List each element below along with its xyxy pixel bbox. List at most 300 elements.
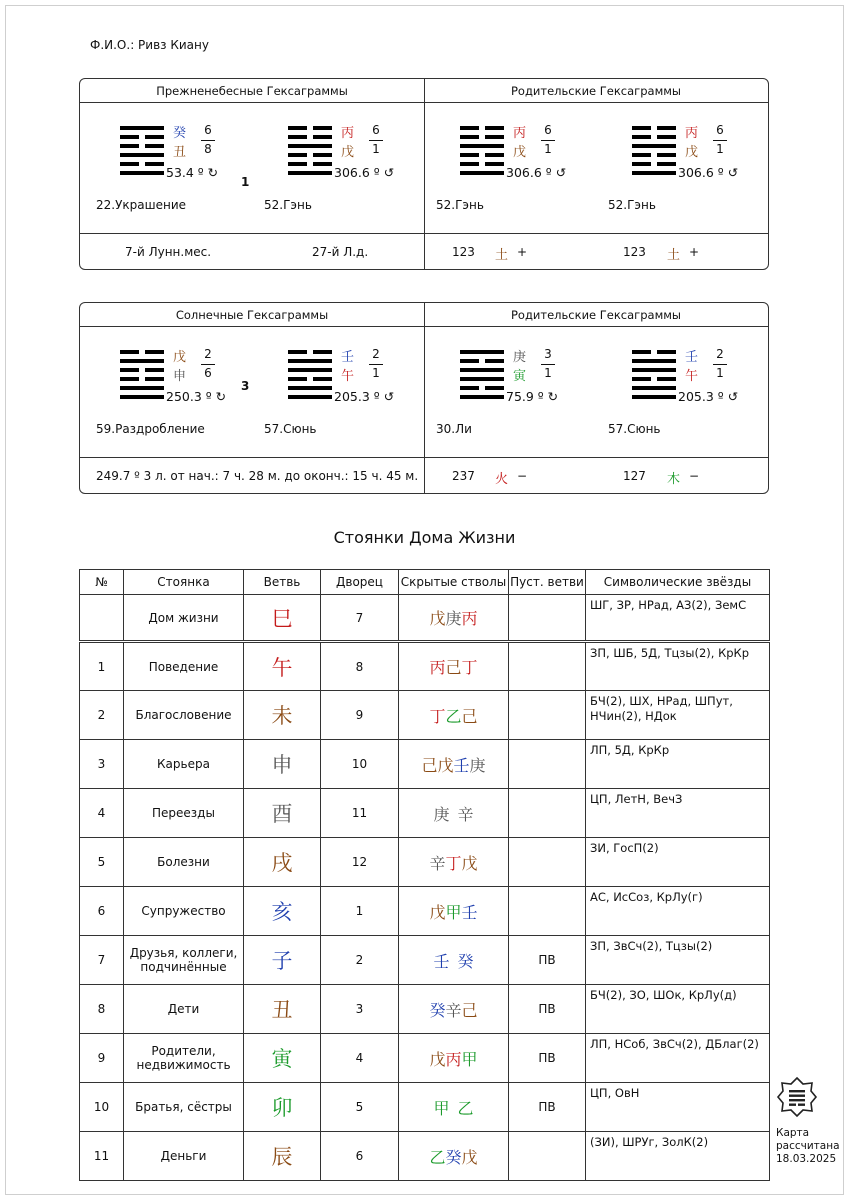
empty-branch-mark <box>509 595 586 642</box>
yin-line <box>145 162 164 166</box>
yin-line <box>120 144 139 148</box>
empty-branch-mark: ПВ <box>509 936 586 985</box>
row-number: 2 <box>80 691 124 740</box>
element-earth-glyph: 土 <box>667 248 681 263</box>
yang-line <box>632 359 676 363</box>
fraction-bar <box>713 364 727 365</box>
station-name: Благословение <box>124 691 244 740</box>
empty-branch-mark: ПВ <box>509 985 586 1034</box>
yin-line <box>145 135 164 139</box>
row-number: 9 <box>80 1034 124 1083</box>
yin-line <box>657 350 676 354</box>
hidden-stem-char: 戊 <box>429 609 446 628</box>
yang-line <box>288 386 332 390</box>
hexagram-icon <box>288 350 332 400</box>
branch-glyph <box>244 887 321 936</box>
hexagram-name: 52.Гэнь <box>608 198 656 212</box>
palace-number: 11 <box>321 789 399 838</box>
branch-char: 午 <box>271 655 293 680</box>
hidden-stem-char: 戊 <box>429 1049 446 1069</box>
hidden-stems <box>399 985 509 1034</box>
fraction-denominator: 1 <box>716 366 724 380</box>
fraction-denominator: 1 <box>544 366 552 380</box>
hidden-stem-char: 乙 <box>457 1098 474 1118</box>
yin-line <box>460 359 479 363</box>
hidden-stem-char: 甲 <box>433 1098 450 1118</box>
yin-line <box>460 162 479 166</box>
hidden-stem-char: 戊 <box>437 755 454 775</box>
yin-line <box>145 368 164 372</box>
symbolic-stars: БЧ(2), ШХ, НРад, ШПут, НЧин(2), НДок <box>586 691 770 740</box>
hidden-stem-char: 壬 <box>453 755 470 775</box>
hidden-stems <box>399 789 509 838</box>
palace-number: 2 <box>321 936 399 985</box>
hidden-stems <box>399 1083 509 1132</box>
yin-line <box>632 162 651 166</box>
yin-line <box>288 377 307 381</box>
hidden-stem-char: 丁 <box>429 706 446 726</box>
hexagram-stem-top: 庚 <box>513 350 527 365</box>
yin-line <box>288 162 307 166</box>
palace-number: 4 <box>321 1034 399 1083</box>
hidden-stem-char: 辛 <box>445 1000 462 1020</box>
yang-line <box>632 395 676 399</box>
branch-char: 卯 <box>271 1096 293 1120</box>
yin-line <box>485 162 504 166</box>
hexagram-angle: 250.3 º ↻ <box>166 389 227 404</box>
branch-glyph <box>244 595 321 642</box>
yang-line <box>460 395 504 399</box>
yin-line <box>288 135 307 139</box>
hidden-stems <box>399 1034 509 1083</box>
hexagram-stem-top: 壬 <box>685 350 699 365</box>
hidden-stems <box>399 642 509 691</box>
hidden-stem-char: 丙 <box>461 609 478 628</box>
hexagram-angle: 53.4 º ↻ <box>166 165 219 180</box>
yin-line <box>313 350 332 354</box>
symbolic-stars: ШГ, ЗР, НРад, АЗ(2), ЗемС <box>586 595 770 642</box>
hidden-stem-char: 壬 <box>461 902 478 922</box>
yin-line <box>460 126 479 130</box>
row-number <box>80 595 124 642</box>
fraction-bar <box>369 140 383 141</box>
polarity-sign: − <box>517 469 528 483</box>
yin-line <box>485 135 504 139</box>
branch-char: 子 <box>271 949 293 973</box>
cycle-number: 3 <box>241 379 250 393</box>
header-hidden-stems: Скрытые стволы <box>399 570 509 595</box>
row-number: 8 <box>80 985 124 1034</box>
life-house-table <box>79 569 770 1181</box>
yin-line <box>460 153 479 157</box>
station-name: Дети <box>124 985 244 1034</box>
yang-line <box>460 171 504 175</box>
station-name: Братья, сёстры <box>124 1083 244 1132</box>
yang-line <box>120 386 164 390</box>
hexagram-stem-bottom: 申 <box>173 369 187 384</box>
polarity-sign: − <box>689 469 700 483</box>
yang-line <box>460 377 504 381</box>
parent-number-1: 123 <box>452 245 475 259</box>
hexagram-stem-bottom: 戊 <box>685 145 699 160</box>
calc-line-2: рассчитана <box>776 1140 840 1152</box>
fraction-numerator: 6 <box>544 123 552 137</box>
palace-number: 3 <box>321 985 399 1034</box>
palace-number: 8 <box>321 642 399 691</box>
table-row <box>80 1132 770 1181</box>
symbolic-stars: (ЗИ), ШРУг, ЗолК(2) <box>586 1132 770 1181</box>
hexagram-icon <box>632 126 676 176</box>
yin-line <box>657 153 676 157</box>
lunar-day: 27-й Л.д. <box>312 245 369 259</box>
lunar-month: 7-й Лунн.мес. <box>125 245 212 259</box>
parent-number-1: 237 <box>452 469 475 483</box>
yang-line <box>288 395 332 399</box>
hexagram-angle: 306.6 º ↺ <box>678 165 739 180</box>
station-name: Супружество <box>124 887 244 936</box>
fraction-bar <box>201 364 215 365</box>
parent-number-2: 127 <box>623 469 646 483</box>
fraction-numerator: 2 <box>204 347 212 361</box>
yin-line <box>120 368 139 372</box>
branch-glyph <box>244 985 321 1034</box>
yang-line <box>460 350 504 354</box>
polarity-sign: + <box>517 245 528 259</box>
yin-line <box>145 377 164 381</box>
header-empty-branches: Пуст. ветви <box>509 570 586 595</box>
fraction-bar <box>541 364 555 365</box>
fraction-numerator: 2 <box>716 347 724 361</box>
fraction-numerator: 6 <box>372 123 380 137</box>
panel-title-right: Родительские Гексаграммы <box>511 84 681 98</box>
yin-line <box>632 126 651 130</box>
hidden-stem-char: 丙 <box>429 658 446 677</box>
hidden-stem-char: 庚 <box>433 804 450 824</box>
yin-line <box>657 377 676 381</box>
yang-line <box>632 386 676 390</box>
yin-line <box>313 377 332 381</box>
fraction-bar <box>369 364 383 365</box>
hexagram-icon <box>460 350 504 400</box>
branch-glyph <box>244 691 321 740</box>
hidden-stem-char: 丙 <box>445 1049 462 1069</box>
table-header-row <box>80 570 770 595</box>
hidden-stem-char: 癸 <box>457 951 474 971</box>
row-number: 5 <box>80 838 124 887</box>
hexagram-stem-bottom: 戊 <box>513 145 527 160</box>
row-number: 1 <box>80 642 124 691</box>
yin-line <box>485 126 504 130</box>
section-title: Стоянки Дома Жизни <box>333 528 516 547</box>
hidden-stem-char: 丁 <box>445 853 462 873</box>
branch-char: 未 <box>271 704 293 728</box>
hidden-stems <box>399 838 509 887</box>
hidden-stem-char: 癸 <box>429 1000 446 1020</box>
table-row <box>80 789 770 838</box>
yin-line <box>632 135 651 139</box>
fraction-denominator: 1 <box>372 142 380 156</box>
branch-char: 戌 <box>271 851 293 875</box>
fraction-denominator: 1 <box>372 366 380 380</box>
hidden-stems <box>399 936 509 985</box>
hidden-stem-char: 乙 <box>445 706 462 726</box>
station-name: Карьера <box>124 740 244 789</box>
hexagram-icon <box>288 126 332 176</box>
palace-number: 7 <box>321 595 399 642</box>
empty-branch-mark: ПВ <box>509 1083 586 1132</box>
symbolic-stars: ЛП, 5Д, КрКр <box>586 740 770 789</box>
row-number: 4 <box>80 789 124 838</box>
branch-glyph <box>244 789 321 838</box>
empty-branch-mark <box>509 691 586 740</box>
hexagram-stem-top: 丙 <box>685 126 699 141</box>
hexagram-icon <box>120 126 164 176</box>
parent-number-2: 123 <box>623 245 646 259</box>
hexagram-name: 59.Раздробление <box>96 422 205 436</box>
branch-glyph <box>244 740 321 789</box>
symbolic-stars: ЦП, ЛетН, ВечЗ <box>586 789 770 838</box>
hexagram-angle: 306.6 º ↺ <box>334 165 395 180</box>
station-name: Родители, недвижимость <box>124 1034 244 1083</box>
panel-title-right: Родительские Гексаграммы <box>511 308 681 322</box>
yang-line <box>120 395 164 399</box>
branch-glyph <box>244 642 321 691</box>
fraction-numerator: 6 <box>716 123 724 137</box>
solar-time-info: 249.7 º 3 л. от нач.: 7 ч. 28 м. до оконч.: 15 ч. 45 м. <box>96 469 419 483</box>
yang-line <box>288 171 332 175</box>
yang-line <box>120 126 164 130</box>
hexagram-name: 22.Украшение <box>96 198 187 212</box>
yin-line <box>288 126 307 130</box>
hexagram-stem-top: 癸 <box>173 126 187 141</box>
branch-glyph <box>244 1034 321 1083</box>
panel-divider <box>424 79 425 269</box>
row-number: 10 <box>80 1083 124 1132</box>
row-number: 11 <box>80 1132 124 1181</box>
panel-footer-line <box>80 233 768 234</box>
hexagram-name: 30.Ли <box>436 422 472 436</box>
element-earth-glyph: 土 <box>495 248 509 263</box>
hexagram-stem-top: 戊 <box>173 350 187 365</box>
header-station: Стоянка <box>124 570 244 595</box>
empty-branch-mark <box>509 740 586 789</box>
hexagram-stem-top: 丙 <box>341 126 355 141</box>
yin-line <box>313 162 332 166</box>
symbolic-stars: ЗИ, ГосП(2) <box>586 838 770 887</box>
prenatal-hexagrams-panel <box>79 78 769 270</box>
hidden-stems <box>399 887 509 936</box>
hidden-stems <box>399 740 509 789</box>
hidden-stem-char: 己 <box>461 706 478 726</box>
hexagram-icon <box>632 350 676 400</box>
yin-line <box>485 359 504 363</box>
yang-line <box>120 171 164 175</box>
hidden-stem-char <box>450 805 458 824</box>
hexagram-name: 52.Гэнь <box>436 198 484 212</box>
empty-branch-mark <box>509 789 586 838</box>
hidden-stem-char <box>450 952 458 971</box>
yin-line <box>288 350 307 354</box>
header-palace: Дворец <box>321 570 399 595</box>
fraction-numerator: 6 <box>204 123 212 137</box>
header-symbolic-stars: Символические звёзды <box>586 570 770 595</box>
fraction-bar <box>201 140 215 141</box>
hidden-stem-char: 辛 <box>429 853 446 873</box>
hidden-stems <box>399 1132 509 1181</box>
station-name: Поведение <box>124 642 244 691</box>
hidden-stem-char: 癸 <box>445 1147 462 1167</box>
hexagram-stem-bottom: 午 <box>685 369 699 384</box>
yin-line <box>313 126 332 130</box>
table-row <box>80 642 770 691</box>
hexagram-name: 52.Гэнь <box>264 198 312 212</box>
branch-char: 寅 <box>271 1047 293 1071</box>
branch-char: 丑 <box>271 998 293 1022</box>
yin-line <box>120 377 139 381</box>
yin-line <box>120 350 139 354</box>
table-row <box>80 740 770 789</box>
yang-line <box>120 359 164 363</box>
empty-branch-mark <box>509 838 586 887</box>
branch-glyph <box>244 1132 321 1181</box>
header-branch: Ветвь <box>244 570 321 595</box>
yin-line <box>460 386 479 390</box>
empty-branch-mark <box>509 1132 586 1181</box>
branch-glyph <box>244 1083 321 1132</box>
hidden-stems <box>399 691 509 740</box>
calc-date: 18.03.2025 <box>776 1153 837 1165</box>
solar-hexagrams-panel <box>79 302 769 494</box>
symbolic-stars: ЗП, ШБ, 5Д, Тцзы(2), КрКр <box>586 642 770 691</box>
yin-line <box>120 135 139 139</box>
yang-line <box>460 144 504 148</box>
hidden-stem-char: 己 <box>421 755 438 775</box>
yang-line <box>120 153 164 157</box>
hidden-stem-char: 戊 <box>429 902 446 922</box>
yang-line <box>288 359 332 363</box>
panel-footer-line <box>80 457 768 458</box>
yin-line <box>657 162 676 166</box>
symbolic-stars: БЧ(2), ЗО, ШОк, КрЛу(д) <box>586 985 770 1034</box>
palace-number: 9 <box>321 691 399 740</box>
yang-line <box>460 368 504 372</box>
calculation-note <box>776 1127 840 1166</box>
hexagram-name: 57.Сюнь <box>264 422 317 436</box>
palace-number: 5 <box>321 1083 399 1132</box>
hidden-stem-char: 丁 <box>461 658 478 677</box>
hexagram-angle: 306.6 º ↺ <box>506 165 567 180</box>
symbolic-stars: ЛП, НСоб, ЗвСч(2), ДБлаг(2) <box>586 1034 770 1083</box>
yin-line <box>632 350 651 354</box>
station-name: Болезни <box>124 838 244 887</box>
station-name: Переезды <box>124 789 244 838</box>
yang-line <box>632 144 676 148</box>
hidden-stem-char: 甲 <box>445 902 462 922</box>
yang-line <box>288 368 332 372</box>
station-name: Деньги <box>124 1132 244 1181</box>
fraction-denominator: 8 <box>204 142 212 156</box>
hexagram-stem-top: 丙 <box>513 126 527 141</box>
fraction-numerator: 2 <box>372 347 380 361</box>
yin-line <box>632 377 651 381</box>
branch-char: 辰 <box>271 1145 293 1169</box>
table-row <box>80 595 770 642</box>
fraction-denominator: 6 <box>204 366 212 380</box>
fraction-bar <box>541 140 555 141</box>
polarity-sign: + <box>689 245 700 259</box>
cycle-number: 1 <box>241 175 250 189</box>
station-name: Друзья, коллеги, подчинённые <box>124 936 244 985</box>
branch-char: 申 <box>271 753 293 777</box>
yin-line <box>145 144 164 148</box>
row-number: 3 <box>80 740 124 789</box>
yang-line <box>632 171 676 175</box>
branch-char: 亥 <box>271 900 293 924</box>
hidden-stem-char: 己 <box>461 1000 478 1020</box>
yin-line <box>657 126 676 130</box>
hidden-stems <box>399 595 509 642</box>
yin-line <box>460 135 479 139</box>
branch-char: 酉 <box>271 802 293 826</box>
yang-line <box>632 368 676 372</box>
fraction-numerator: 3 <box>544 347 552 361</box>
symbolic-stars: ЦП, ОвН <box>586 1083 770 1132</box>
symbolic-stars: ЗП, ЗвСч(2), Тцзы(2) <box>586 936 770 985</box>
yin-line <box>485 153 504 157</box>
panel-divider <box>424 303 425 493</box>
element-wood-glyph: 木 <box>667 472 681 487</box>
branch-glyph <box>244 936 321 985</box>
hidden-stem-char: 戊 <box>461 1147 478 1167</box>
hexagram-stem-bottom: 午 <box>341 369 355 384</box>
element-fire-glyph: 火 <box>495 472 509 487</box>
fraction-denominator: 1 <box>544 142 552 156</box>
yin-line <box>313 153 332 157</box>
palace-number: 12 <box>321 838 399 887</box>
hexagram-name: 57.Сюнь <box>608 422 661 436</box>
yin-line <box>657 135 676 139</box>
header-num: № <box>80 570 124 595</box>
yang-line <box>288 144 332 148</box>
panel-title-left: Солнечные Гексаграммы <box>175 308 329 322</box>
station-name: Дом жизни <box>124 595 244 642</box>
palace-number: 1 <box>321 887 399 936</box>
hidden-stem-char: 庚 <box>445 609 462 628</box>
hexagram-stem-bottom: 丑 <box>173 145 187 160</box>
panel-title-left: Прежненебесные Гексаграммы <box>156 84 348 98</box>
hexagram-icon <box>460 126 504 176</box>
panel-header-line <box>80 102 768 103</box>
table-row <box>80 691 770 740</box>
table-row <box>80 887 770 936</box>
palace-number: 6 <box>321 1132 399 1181</box>
hidden-stem-char: 庚 <box>469 755 486 775</box>
branch-char: 巳 <box>271 606 293 631</box>
hidden-stem-char: 己 <box>445 658 462 677</box>
empty-branch-mark <box>509 887 586 936</box>
symbolic-stars: АС, ИсСоз, КрЛу(г) <box>586 887 770 936</box>
row-number: 7 <box>80 936 124 985</box>
empty-branch-mark: ПВ <box>509 1034 586 1083</box>
hexagram-angle: 205.3 º ↺ <box>678 389 739 404</box>
fraction-denominator: 1 <box>716 142 724 156</box>
yin-line <box>120 162 139 166</box>
hexagram-icon <box>120 350 164 400</box>
yin-line <box>145 350 164 354</box>
hexagram-stem-bottom: 寅 <box>513 369 527 384</box>
yin-line <box>485 386 504 390</box>
hidden-stem-char: 甲 <box>461 1049 478 1069</box>
